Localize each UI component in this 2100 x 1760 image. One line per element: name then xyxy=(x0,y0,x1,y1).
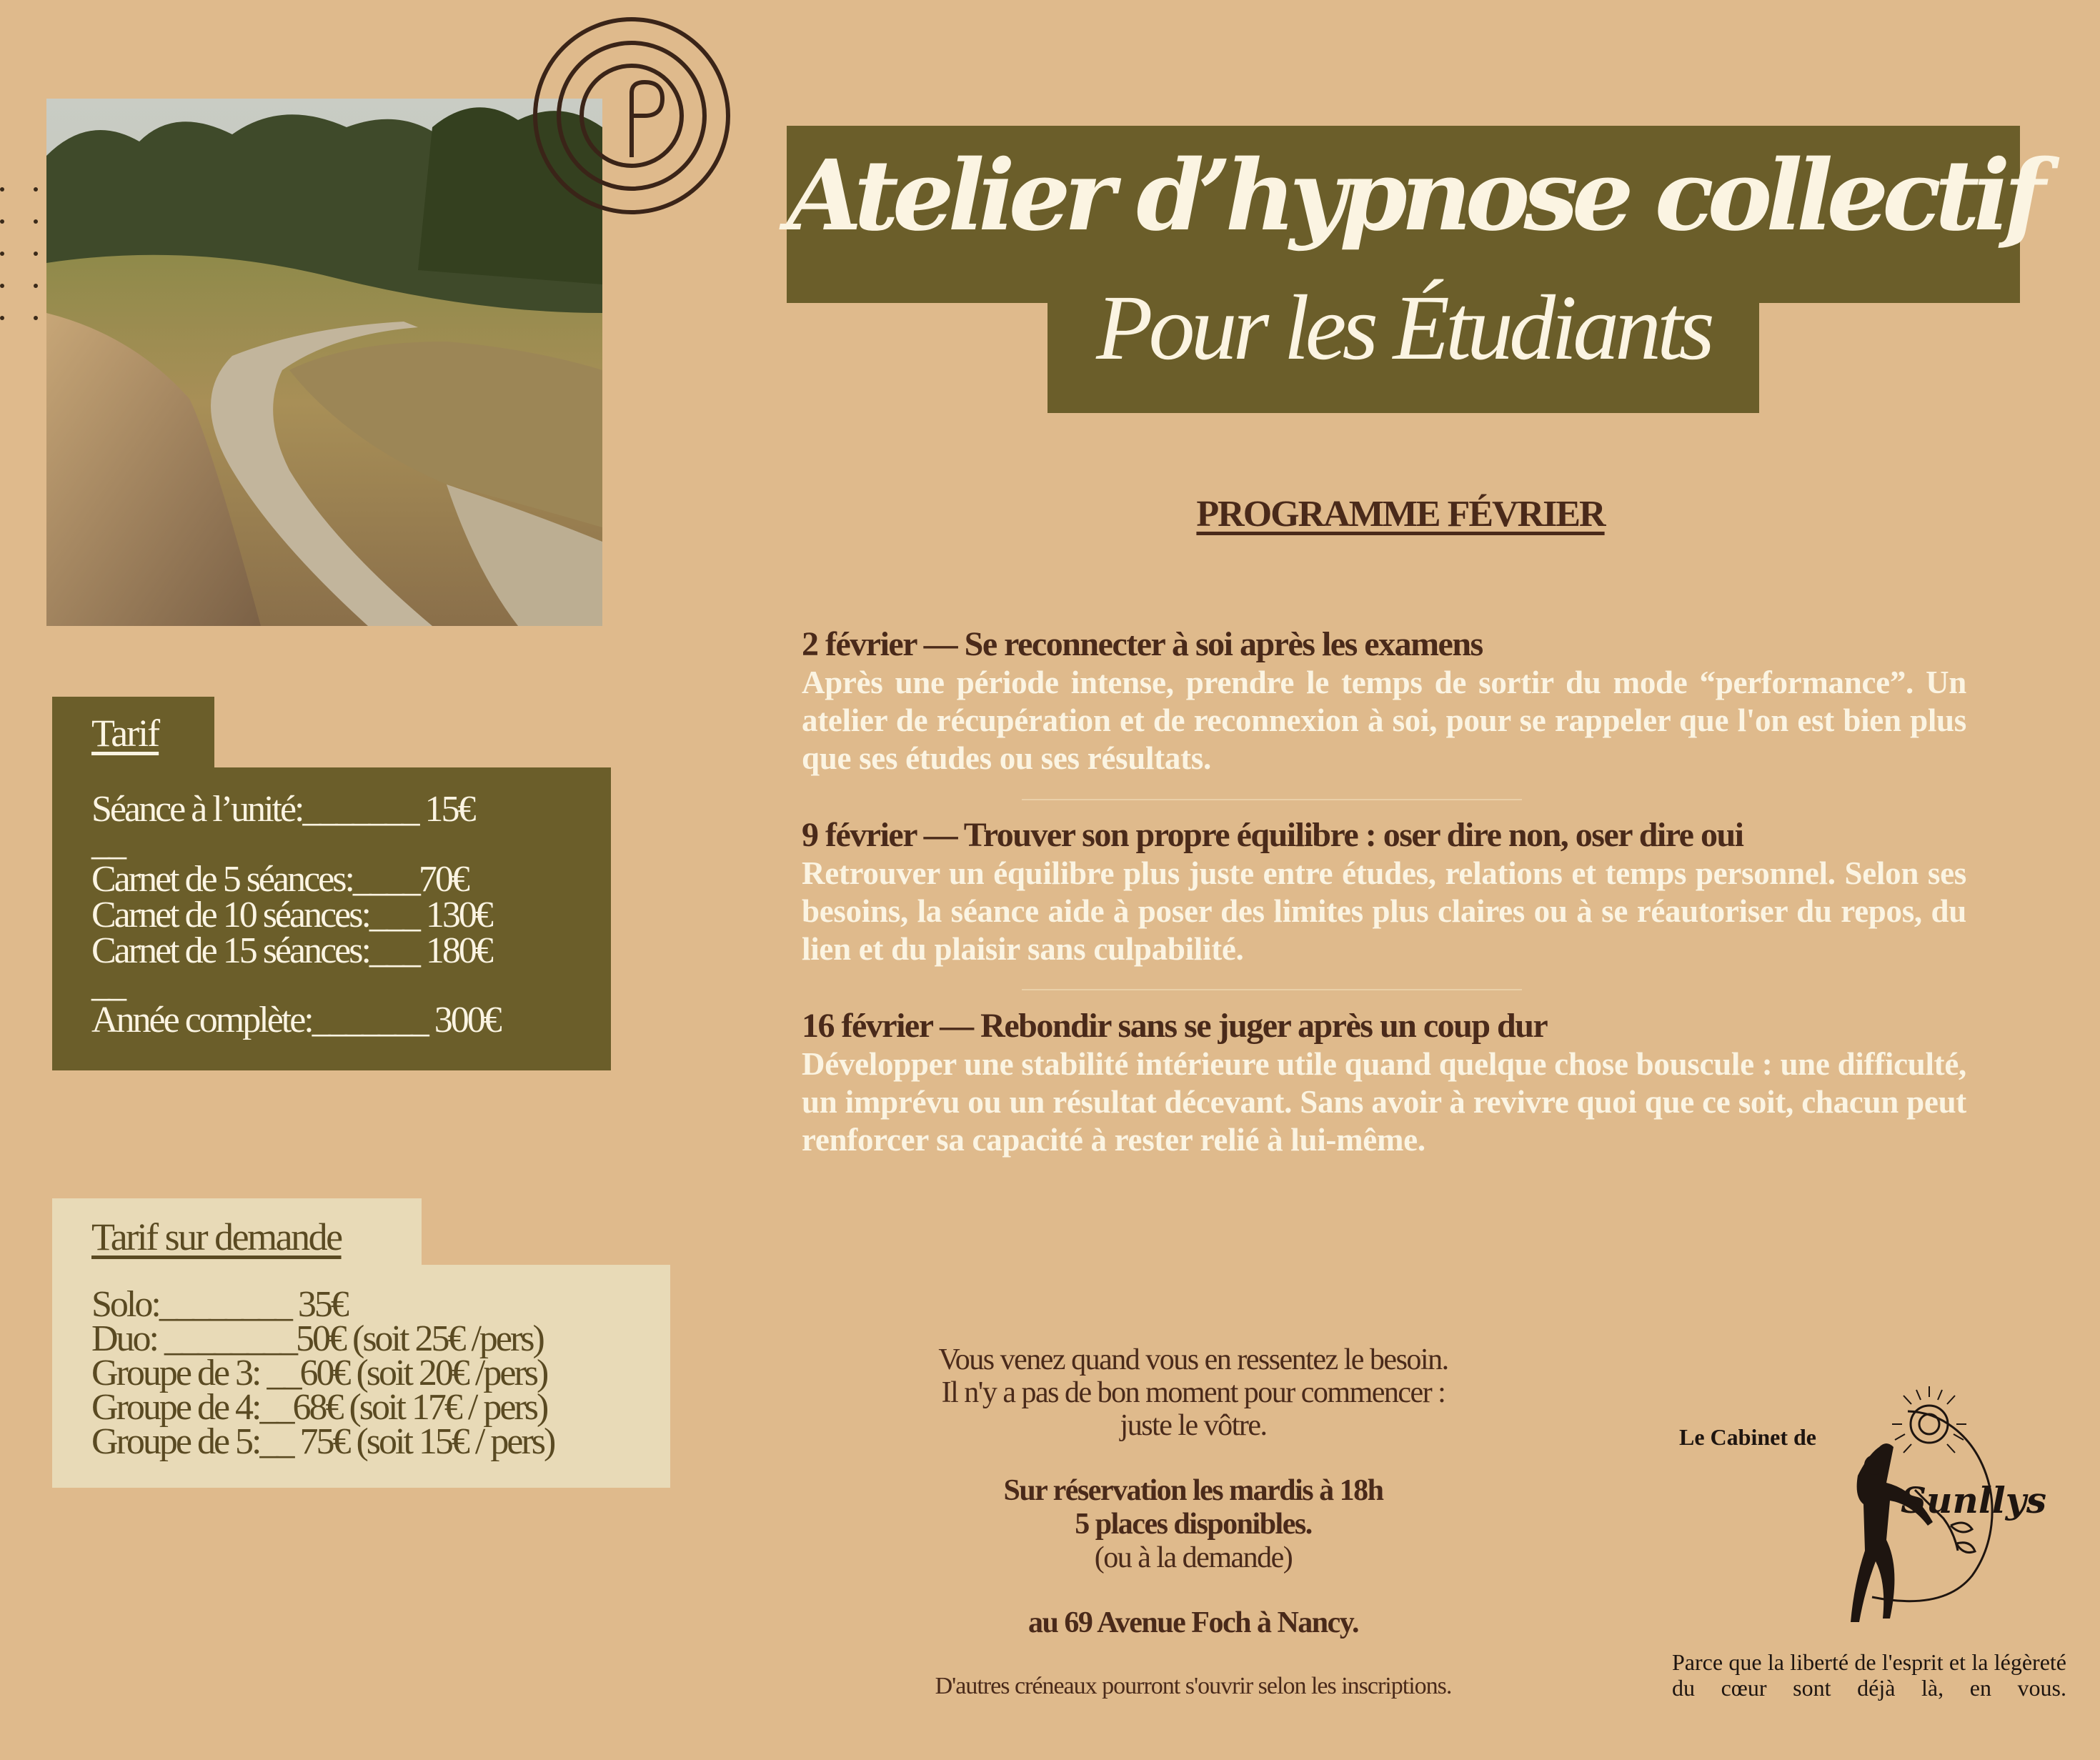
brand-tagline: Parce que la liberté de l'esprit et la légèreté du cœur sont déjà là, en vous. xyxy=(1672,1649,2066,1701)
session-1 xyxy=(802,625,1966,777)
session-2 xyxy=(802,816,1966,968)
address: au 69 Avenue Foch à Nancy. xyxy=(1028,1606,1358,1639)
tarif-line: __ xyxy=(91,822,124,863)
divider xyxy=(1022,799,1522,800)
spiral-icon xyxy=(530,14,734,218)
info-line: Vous venez quand vous en ressentez le besoin. xyxy=(938,1343,1448,1376)
tarif-line: Carnet de 5 séances:____70€ xyxy=(91,859,468,900)
landscape-photo xyxy=(46,99,602,626)
tarif-demande-line: Groupe de 4:__68€ (soit 17€ / pers) xyxy=(91,1387,547,1428)
tarif-demande-line: Groupe de 3: __60€ (soit 20€ /pers) xyxy=(91,1353,547,1393)
page-subtitle: Pour les Étudiants xyxy=(1096,277,1711,379)
session-title: 16 février — Rebondir sans se juger après un coup dur xyxy=(802,1007,1548,1045)
tarif-demande-line: Solo:________ 35€ xyxy=(91,1284,347,1325)
tarif-line: Carnet de 15 séances:___ 180€ xyxy=(91,930,492,971)
tarif-demande-line: Duo: ________50€ (soit 25€ /pers) xyxy=(91,1318,543,1359)
session-3 xyxy=(802,1007,1966,1159)
tarif-line: Carnet de 10 séances:___ 130€ xyxy=(91,895,492,935)
session-description: Retrouver un équilibre plus juste entre études, relations et temps personnel. Selon ses besoins, la séance aide à poser des limites plus claires ou à se réautoriser du repos, du lien et du plaisir sans culpabilité. xyxy=(802,855,1966,967)
session-title: 2 février — Se reconnecter à soi après les examens xyxy=(802,625,1483,663)
booking-line: 5 places disponibles. xyxy=(1075,1508,1312,1541)
info-line: Il n'y a pas de bon moment pour commencer : xyxy=(941,1376,1445,1409)
brand-name: Sunllys xyxy=(1901,1479,2047,1521)
brand-prefix: Le Cabinet de xyxy=(1679,1424,1816,1450)
session-description: Développer une stabilité intérieure utile quand quelque chose bouscule : une difficulté, un imprévu ou un résultat décevant. Sans avoir à revivre quoi que ce soit, chacun peut renforcer sa capacité à rester relié à lui-même. xyxy=(802,1046,1966,1158)
tarif-demande-label: Tarif sur demande xyxy=(91,1215,342,1258)
programme-heading: PROGRAMME FÉVRIER xyxy=(1196,494,1605,535)
session-title: 9 février — Trouver son propre équilibre : oser dire non, oser dire oui xyxy=(802,816,1743,854)
booking-line: (ou à la demande) xyxy=(1094,1541,1293,1574)
tarif-demande-line: Groupe de 5:__ 75€ (soit 15€ / pers) xyxy=(91,1421,554,1462)
tarif-line: Année complète:_______ 300€ xyxy=(91,1000,500,1040)
tarif-line: Séance à l’unité:_______ 15€ xyxy=(91,789,474,830)
tarif-line: __ xyxy=(91,964,124,1005)
page-title: Atelier d’hypnose collectif xyxy=(787,139,2039,253)
booking-line: Sur réservation les mardis à 18h xyxy=(1003,1474,1383,1507)
info-line: juste le vôtre. xyxy=(1120,1409,1267,1442)
divider xyxy=(1022,989,1522,990)
tarif-label: Tarif xyxy=(91,712,159,755)
session-description: Après une période intense, prendre le temps de sortir du mode “performance”. Un atelier de récupération et de reconnexion à soi, pour se rappeler que l'on est bien plus que ses études ou ses résultats. xyxy=(802,665,1966,776)
info-note: D'autres créneaux pourront s'ouvrir selon les inscriptions. xyxy=(935,1673,1452,1699)
